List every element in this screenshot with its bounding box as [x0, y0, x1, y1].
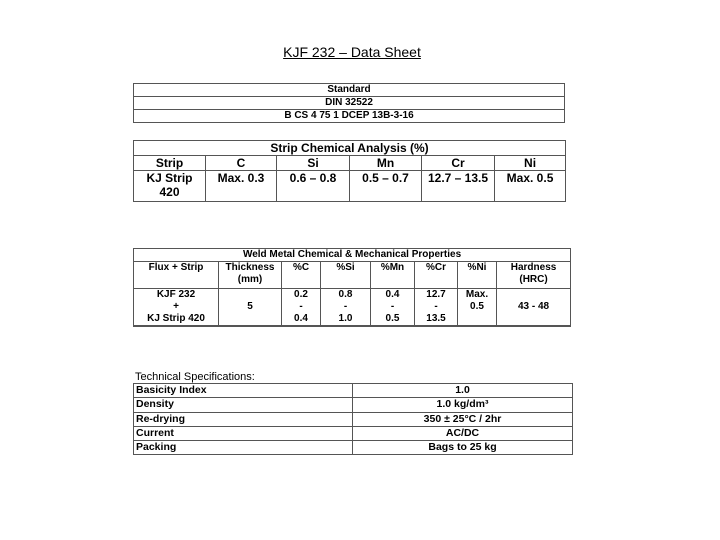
spec-name: Basicity Index — [134, 384, 353, 398]
cell-line: - — [343, 301, 348, 312]
c-cell — [282, 289, 321, 327]
spec-value: AC/DC — [353, 426, 573, 440]
spec-name: Packing — [134, 441, 353, 455]
cell-line: 12.7 — [426, 289, 446, 300]
column-header: %C — [282, 262, 321, 289]
column-header: Thickness (mm) — [219, 262, 282, 289]
strip-analysis-table — [133, 140, 566, 202]
column-header: %Si — [321, 262, 371, 289]
weld-metal-title: Weld Metal Chemical & Mechanical Properties — [134, 249, 571, 262]
weld-metal-table — [133, 248, 571, 327]
column-header: Si — [277, 156, 350, 171]
cell-line: 0.5 — [385, 313, 400, 324]
cell-line: 0.8 — [338, 289, 353, 300]
cell: Max. 0.3 — [206, 171, 277, 202]
column-header: Hardness (HRC) — [497, 262, 571, 289]
cell-line: KJF 232 — [156, 289, 196, 300]
spec-value: 1.0 — [353, 384, 573, 398]
page-title: KJF 232 – Data Sheet — [283, 44, 421, 60]
column-header: %Cr — [415, 262, 458, 289]
cell-line: 0.2 — [294, 289, 308, 300]
standard-value: B CS 4 75 1 DCEP 13B-3-16 — [134, 110, 565, 123]
strip-analysis-title: Strip Chemical Analysis (%) — [134, 141, 566, 156]
spec-name: Re-drying — [134, 412, 353, 426]
cell-line: - — [299, 301, 303, 312]
spec-name: Density — [134, 398, 353, 412]
standard-table — [133, 83, 565, 123]
flux-strip-cell — [134, 289, 219, 327]
column-header: C — [206, 156, 277, 171]
cell-line: 0.4 — [294, 313, 308, 324]
cell-line: 1.0 — [338, 313, 353, 324]
cell: Max. 0.5 — [495, 171, 566, 202]
column-header: Strip — [134, 156, 206, 171]
mn-cell — [371, 289, 415, 327]
cell-line: KJ Strip 420 — [147, 313, 205, 324]
ni-cell — [458, 289, 497, 327]
cr-cell — [415, 289, 458, 327]
thickness-cell: 5 — [219, 289, 282, 327]
cell: 12.7 – 13.5 — [422, 171, 495, 202]
column-header: Cr — [422, 156, 495, 171]
spec-value: Bags to 25 kg — [353, 441, 573, 455]
column-header: Flux + Strip — [134, 262, 219, 289]
column-header: %Ni — [458, 262, 497, 289]
cell-line: Max. — [465, 289, 489, 300]
column-header: %Mn — [371, 262, 415, 289]
tech-specs-table — [133, 383, 573, 455]
standard-value: DIN 32522 — [134, 97, 565, 110]
spec-value: 350 ± 25°C / 2hr — [353, 412, 573, 426]
cell-line: - — [390, 301, 395, 312]
spec-name: Current — [134, 426, 353, 440]
tech-specs-label: Technical Specifications: — [135, 371, 255, 383]
hardness-cell: 43 - 48 — [497, 289, 571, 327]
cell: 0.6 – 0.8 — [277, 171, 350, 202]
standard-header: Standard — [134, 84, 565, 97]
si-cell — [321, 289, 371, 327]
cell-line: 0.5 — [470, 301, 484, 312]
cell: 0.5 – 0.7 — [350, 171, 422, 202]
cell-line: - — [434, 301, 438, 312]
column-header: Mn — [350, 156, 422, 171]
cell-line: 13.5 — [426, 313, 446, 324]
column-header: Ni — [495, 156, 566, 171]
cell-line: + — [173, 301, 179, 312]
cell: KJ Strip 420 — [134, 171, 206, 202]
spec-value: 1.0 kg/dm³ — [353, 398, 573, 412]
cell-line: 0.4 — [385, 289, 400, 300]
